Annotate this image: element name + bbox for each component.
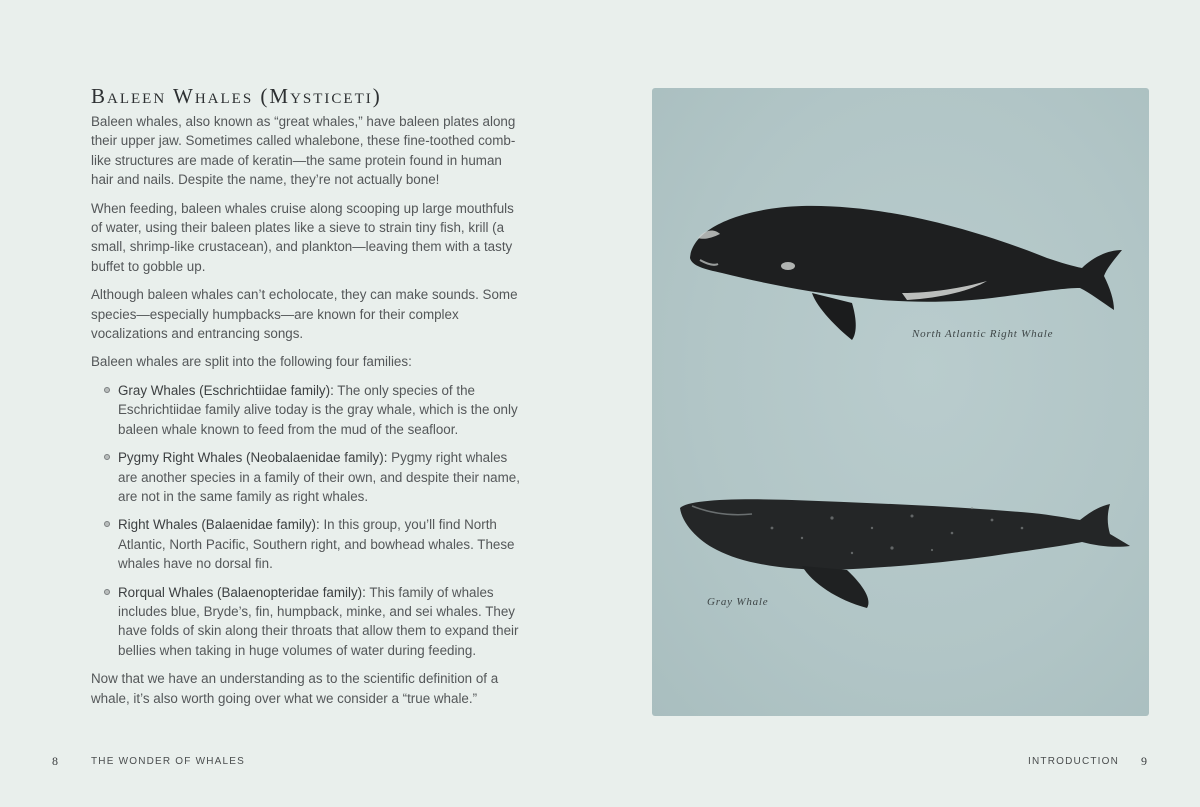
page-number: 9 bbox=[1141, 754, 1147, 768]
section-heading: Baleen Whales (Mysticeti) bbox=[91, 84, 382, 108]
running-head: INTRODUCTION bbox=[1028, 756, 1120, 767]
bullet-icon bbox=[104, 521, 110, 527]
list-item bbox=[104, 583, 521, 661]
illustration-plate bbox=[652, 88, 1149, 716]
bullet-icon bbox=[104, 589, 110, 595]
bullet-icon bbox=[104, 387, 110, 393]
right-page bbox=[600, 0, 1200, 807]
running-head: THE WONDER OF WHALES bbox=[91, 756, 246, 767]
list-item bbox=[104, 448, 521, 506]
caption-bottom: Gray Whale bbox=[707, 596, 769, 608]
bullet-icon bbox=[104, 454, 110, 460]
paragraph: Baleen whales, also known as “great whales,” have baleen plates along their upper jaw. Sometimes called whalebone, these fine-toothed comb-like structures are made of keratin—the same protein found in human hair and nails. Despite the name, they’re not actually bone! bbox=[91, 114, 516, 188]
caption-top: North Atlantic Right Whale bbox=[912, 328, 1054, 340]
gray-whale-icon bbox=[680, 499, 1130, 608]
family-name: Right Whales (Balaenidae family): bbox=[118, 517, 320, 533]
paragraph: Although baleen whales can’t echolocate, they can make sounds. Some species—especially humpbacks—are known for their complex vocalizations and entrancing songs. bbox=[91, 287, 518, 342]
paragraph: Baleen whales are split into the following four families: bbox=[91, 354, 412, 370]
family-description: The only species of the Eschrichtiidae family alive today is the gray whale, which is the only baleen whale known to feed from the mud of the seafloor. bbox=[118, 382, 518, 437]
closing-paragraph: Now that we have an understanding as to the scientific definition of a whale, it’s also worth going over what we consider a “true whale.” bbox=[91, 671, 499, 706]
family-name: Gray Whales (Eschrichtiidae family): bbox=[118, 382, 334, 398]
right-whale-icon bbox=[690, 206, 1122, 340]
family-name: Rorqual Whales (Balaenopteridae family): bbox=[118, 584, 366, 600]
whale-illustration bbox=[652, 88, 1149, 716]
family-description: This family of whales includes blue, Bryde’s, fin, humpback, minke, and sei whales. They have folds of skin along their throats that allow them to expand their bellies when taking in huge volumes of water during feeding. bbox=[118, 584, 519, 658]
family-description: In this group, you’ll find North Atlantic, North Pacific, Southern right, and bowhead whales. These whales have no dorsal fin. bbox=[118, 517, 515, 572]
list-item bbox=[104, 515, 521, 573]
family-description: Pygmy right whales are another species in a family of their own, and despite their name, are not in the same family as right whales. bbox=[118, 450, 520, 504]
families-list bbox=[91, 381, 521, 660]
paragraph: When feeding, baleen whales cruise along scooping up large mouthfuls of water, using their baleen plates like a sieve to strain tiny fish, krill (a small, shrimp-like crustacean), and plankton—leaving them with a tasty buffet to gobble up. bbox=[91, 200, 514, 274]
page-number: 8 bbox=[52, 754, 58, 768]
list-item bbox=[104, 381, 521, 439]
body-text bbox=[91, 112, 521, 717]
family-name: Pygmy Right Whales (Neobalaenidae family): bbox=[118, 450, 388, 466]
